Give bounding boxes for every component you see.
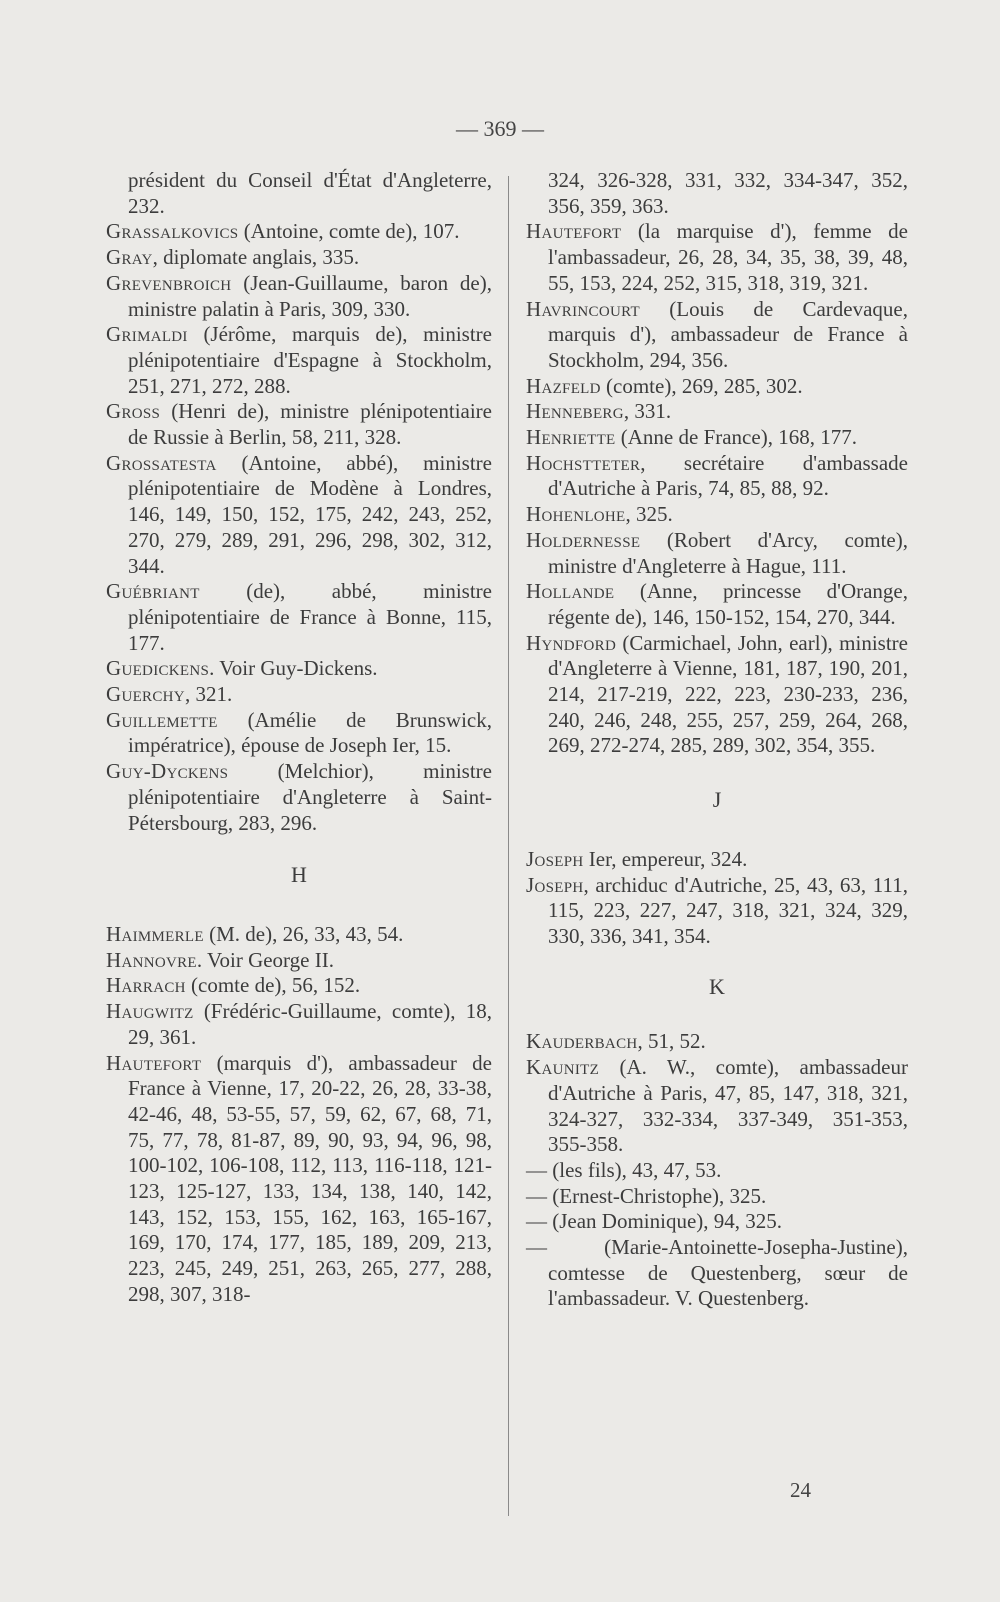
index-entry xyxy=(106,656,492,682)
entry-heading: Grassalkovics xyxy=(106,219,239,244)
entry-text: 324, 326-328, 331, 332, 334-347, 352, 356, 359, 363. xyxy=(548,168,908,218)
entry-heading: Gray xyxy=(106,245,153,270)
index-entry xyxy=(106,708,492,759)
section-letter-h: H xyxy=(291,862,307,888)
index-entry xyxy=(526,374,908,400)
entry-text: (A. W., comte), ambassadeur d'Autriche à Paris, 47, 85, 147, 318, 321, 324-327, 332-334, 337-349, 351-353, 355-358. xyxy=(548,1055,908,1157)
entry-heading: Guy-Dyckens xyxy=(106,759,229,784)
entry-heading: Grossatesta xyxy=(106,450,217,475)
entry-heading: Henneberg xyxy=(526,399,624,424)
entry-heading: Joseph xyxy=(526,846,584,871)
entry-text: , 51, 52. xyxy=(637,1029,706,1054)
index-entry xyxy=(526,168,908,219)
entry-text: (Robert d'Arcy, comte), ministre d'Angleterre à Hague, 111. xyxy=(548,527,908,578)
index-entry xyxy=(526,873,908,950)
entry-text: — (Ernest-Christophe), 325. xyxy=(526,1183,767,1208)
index-entry xyxy=(106,245,492,271)
entry-heading: Guerchy xyxy=(106,682,185,707)
index-entry xyxy=(106,322,492,399)
entry-text: (de), abbé, ministre plénipotentiaire de France à Bonne, 115, 177. xyxy=(128,579,492,655)
index-entry xyxy=(526,631,908,760)
entry-text: , 321. xyxy=(184,682,233,707)
entry-heading: Hannovre xyxy=(106,947,197,972)
h-entries xyxy=(106,922,492,1308)
index-entry xyxy=(106,999,492,1050)
entry-text: (Anne de France), 168, 177. xyxy=(615,425,857,450)
index-entry xyxy=(106,399,492,450)
left-column xyxy=(106,168,492,1308)
entry-text: (la marquise d'), femme de l'ambassadeur, 26, 28, 34, 35, 38, 39, 48, 55, 153, 224, 252, 315, 318, 319, 321. xyxy=(548,219,908,295)
signature-mark: 24 xyxy=(790,1478,811,1502)
entry-heading: Guedickens xyxy=(106,656,210,681)
right-entries xyxy=(526,168,908,759)
entry-heading: Gross xyxy=(106,399,161,424)
entry-text: . Voir George II. xyxy=(196,947,334,972)
index-entry xyxy=(526,1029,908,1055)
entry-text: . Voir Guy-Dickens. xyxy=(209,656,378,681)
entry-heading: Haugwitz xyxy=(106,999,194,1024)
entry-heading: Henriette xyxy=(526,425,616,450)
entry-text: (Antoine, comte de), 107. xyxy=(238,219,460,244)
index-entry xyxy=(526,1209,908,1235)
page-number: — 369 — xyxy=(456,116,544,141)
entry-text: , archiduc d'Autriche, 25, 43, 63, 111, 115, 223, 227, 247, 318, 321, 324, 329, 330, 336, 341, 354. xyxy=(548,872,908,948)
entry-heading: Hautefort xyxy=(526,219,622,244)
entry-text: (Frédéric-Guillaume, comte), 18, 29, 361. xyxy=(128,999,492,1049)
index-entry xyxy=(526,847,908,873)
index-entry xyxy=(106,922,492,948)
entry-text: , 325. xyxy=(625,502,673,527)
index-entry xyxy=(106,168,492,219)
index-entry xyxy=(526,425,908,451)
entry-heading: Hautefort xyxy=(106,1050,202,1075)
index-entry xyxy=(526,579,908,630)
entry-text: — (Marie-Antoinette-Josepha-Justine), comtesse de Questenberg, sœur de l'ambassadeur. V. Questenberg. xyxy=(526,1235,908,1311)
column-divider xyxy=(508,176,509,1516)
entry-text: (Louis de Cardevaque, marquis d'), ambassadeur de France à Stockholm, 294, 356. xyxy=(548,296,908,372)
entry-heading: Hohenlohe xyxy=(526,502,626,527)
entry-text: (Henri de), ministre plénipotentiaire de Russie à Berlin, 58, 211, 328. xyxy=(128,399,492,450)
section-letter-k: K xyxy=(709,973,725,999)
index-entry xyxy=(526,1158,908,1184)
index-entry xyxy=(106,973,492,999)
entry-text: (marquis d'), ambassadeur de France à Vienne, 17, 20-22, 26, 28, 33-38, 42-46, 48, 53-55, 57, 59, 62, 67, 68, 71, 75, 77, 78, 81-87, 89, 90, 93, 94, 96, 98, 100-102, 106-108, 112, 113, 116-118, 121-123, 125-127, 133, 134, 138, 140, 142, 143, 152, 153, 155, 162, 163, 165-167, 169, 170, 174, 177, 185, 189, 209, 213, 223, 245, 249, 251, 263, 265, 277, 288, 298, 307, 318- xyxy=(128,1050,492,1306)
entry-text: , secrétaire d'ambassade d'Autriche à Paris, 74, 85, 88, 92. xyxy=(548,450,908,501)
entry-text: Ier, empereur, 324. xyxy=(583,846,748,871)
index-entry xyxy=(526,502,908,528)
entry-text: (Amélie de Brunswick, impératrice), épouse de Joseph Ier, 15. xyxy=(128,707,492,758)
index-entry xyxy=(106,682,492,708)
entry-text: (Anne, princesse d'Orange, régente de), 146, 150-152, 154, 270, 344. xyxy=(548,579,908,629)
index-entry xyxy=(526,1055,908,1158)
entry-heading: Holdernesse xyxy=(526,527,641,552)
entry-text: — (les fils), 43, 47, 53. xyxy=(526,1157,722,1182)
entry-text: , 331. xyxy=(623,399,672,424)
index-entry xyxy=(526,1184,908,1210)
entry-heading: Haimmerle xyxy=(106,921,204,946)
index-entry xyxy=(526,528,908,579)
section-letter-j: J xyxy=(712,787,722,813)
entry-text: (Carmichael, John, earl), ministre d'Angleterre à Vienne, 181, 187, 190, 201, 214, 217-219, 222, 223, 230-233, 236, 240, 246, 248, 255, 257, 259, 264, 268, 269, 272-274, 285, 289, 302, 354, 355. xyxy=(548,630,908,758)
index-entry xyxy=(106,451,492,580)
right-column xyxy=(526,168,908,1312)
index-entry xyxy=(106,1051,492,1308)
entry-text: (Antoine, abbé), ministre plénipotentiaire de Modène à Londres, 146, 149, 150, 152, 175, 242, 243, 252, 270, 279, 289, 291, 296, 298, 302, 312, 344. xyxy=(128,450,492,578)
entry-heading: Hyndford xyxy=(526,630,617,655)
entry-heading: Hochstteter xyxy=(526,450,641,475)
entry-text: (Jérôme, marquis de), ministre plénipotentiaire d'Espagne à Stockholm, 251, 271, 272, 288. xyxy=(128,322,492,398)
entry-text: (Melchior), ministre plénipotentiaire d'Angleterre à Saint-Pétersbourg, 283, 296. xyxy=(128,759,492,835)
entry-heading: Hazfeld xyxy=(526,373,601,398)
entry-heading: Grimaldi xyxy=(106,322,188,347)
j-entries xyxy=(526,847,908,950)
index-entry xyxy=(526,219,908,296)
left-entries xyxy=(106,168,492,836)
entry-text: président du Conseil d'État d'Angleterre, 232. xyxy=(128,168,492,218)
index-entry xyxy=(526,1235,908,1312)
index-entry xyxy=(106,759,492,836)
entry-text: (M. de), 26, 33, 43, 54. xyxy=(203,921,404,946)
index-entry xyxy=(106,579,492,656)
entry-heading: Grevenbroich xyxy=(106,270,232,295)
entry-heading: Harrach xyxy=(106,973,186,998)
entry-text: (comte de), 56, 152. xyxy=(185,973,361,998)
entry-heading: Havrincourt xyxy=(526,296,640,321)
k-entries xyxy=(526,1029,908,1312)
entry-heading: Guébriant xyxy=(106,579,200,604)
entry-heading: Hollande xyxy=(526,579,615,604)
index-entry xyxy=(106,219,492,245)
entry-heading: Joseph xyxy=(526,872,584,897)
index-entry xyxy=(106,271,492,322)
index-entry xyxy=(526,451,908,502)
entry-text: — (Jean Dominique), 94, 325. xyxy=(526,1209,783,1234)
entry-heading: Guillemette xyxy=(106,707,218,732)
entry-heading: Kauderbach xyxy=(526,1029,638,1054)
entry-heading: Kaunitz xyxy=(526,1055,600,1080)
entry-text: (comte), 269, 285, 302. xyxy=(600,373,803,398)
index-entry xyxy=(526,297,908,374)
index-entry xyxy=(526,399,908,425)
index-entry xyxy=(106,948,492,974)
entry-text: (Jean-Guillaume, baron de), ministre palatin à Paris, 309, 330. xyxy=(128,270,492,321)
entry-text: , diplomate anglais, 335. xyxy=(152,245,360,270)
